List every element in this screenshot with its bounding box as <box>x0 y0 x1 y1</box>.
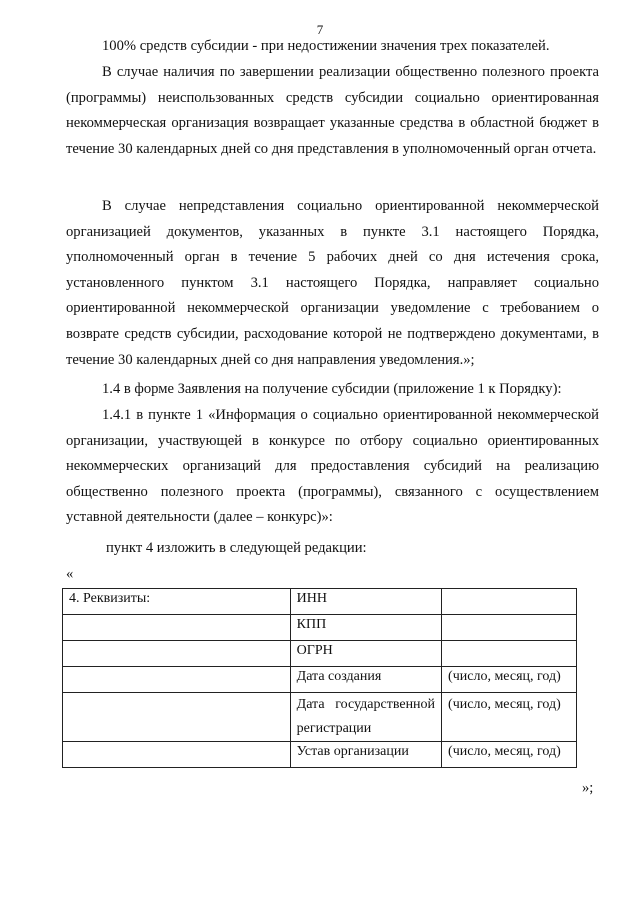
requisites-table <box>62 588 577 768</box>
row-value-charter: (число, месяц, год) <box>442 742 577 768</box>
paragraph-documents-not-submitted: В случае непредставления социально ориентированной некоммерческой организацией документов, указанных в пункте 3.1 настоящего Порядка, уполномоченный орган в течение 5 рабочих дней со дня истечения срока, установленного пунктом 3.1 настоящего Порядка, направляет социально ориентированной некоммерческой организации уведомление с требованием о возврате средств субсидии, расходование которой не подтверждено документами, в течение 30 календарных дней со дня направления уведомления.»; <box>66 198 599 368</box>
row-value-registration-date: (число, месяц, год) <box>442 693 577 742</box>
empty-cell <box>63 615 291 641</box>
paragraph-1-4: 1.4 в форме Заявления на получение субсидии (приложение 1 к Порядку): <box>102 381 562 397</box>
closing-quote: »; <box>582 780 594 796</box>
row-value-ogrn <box>442 641 577 667</box>
table-row <box>63 742 577 768</box>
paragraph-point-4: пункт 4 изложить в следующей редакции: <box>106 540 367 556</box>
opening-quote: « <box>66 566 74 582</box>
table-row <box>63 615 577 641</box>
paragraph-100-percent: 100% средств субсидии - при недостижении значения трех показателей. <box>102 38 550 54</box>
table-row <box>63 641 577 667</box>
row-value-kpp <box>442 615 577 641</box>
table-row <box>63 589 577 615</box>
row-label-creation-date: Дата создания <box>290 667 441 693</box>
page-number: 7 <box>316 22 324 37</box>
row-label-inn: ИНН <box>290 589 441 615</box>
empty-cell <box>63 641 291 667</box>
row-label-kpp: КПП <box>290 615 441 641</box>
empty-cell <box>63 667 291 693</box>
row-label-registration-date: Дата государственной регистрации <box>290 693 441 742</box>
row-label-ogrn: ОГРН <box>290 641 441 667</box>
paragraph-unused-funds: В случае наличия по завершении реализации общественно полезного проекта (программы) неиспользованных средств субсидии социально ориентированная некоммерческая организация возвращает указанные средства в областной бюджет в течение 30 календарных дней со дня представления в уполномоченный орган отчета. <box>66 64 599 157</box>
row-label-charter: Устав организации <box>290 742 441 768</box>
paragraph-1-4-1: 1.4.1 в пункте 1 «Информация о социально ориентированной некоммерческой организации, участвующей в конкурсе по отбору социально ориентированных некоммерческих организаций для предоставления субсидий на реализацию общественно полезного проекта (программы), связанного с осуществлением уставной деятельности (далее – конкурс)»: <box>66 407 599 526</box>
empty-cell <box>63 693 291 742</box>
row-value-creation-date: (число, месяц, год) <box>442 667 577 693</box>
requisites-heading: 4. Реквизиты: <box>63 589 291 615</box>
table-row <box>63 667 577 693</box>
row-value-inn <box>442 589 577 615</box>
table-row <box>63 693 577 742</box>
empty-cell <box>63 742 291 768</box>
